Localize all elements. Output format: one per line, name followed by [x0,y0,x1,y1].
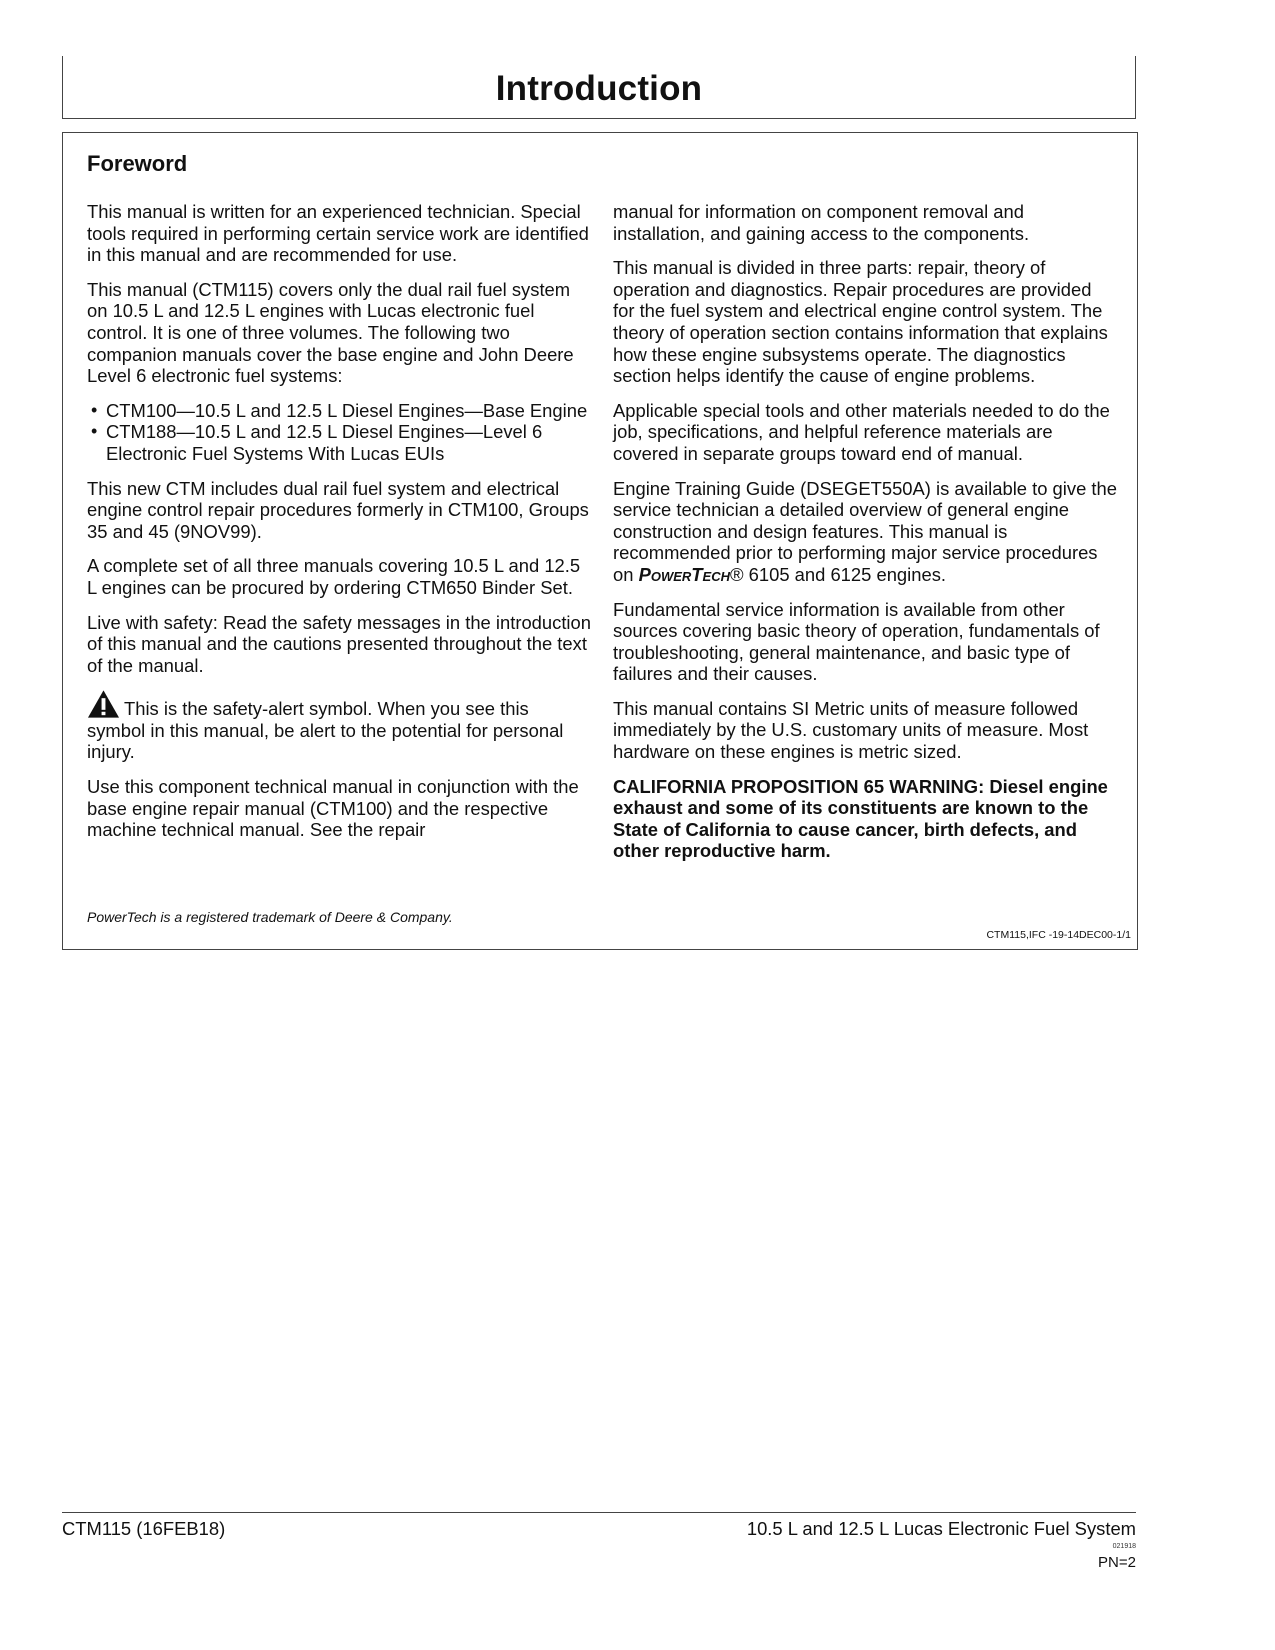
safety-alert-icon [87,689,120,719]
training-guide-paragraph [613,478,1118,586]
document-code: CTM115,IFC -19-14DEC00-1/1 [986,929,1131,941]
page-number: PN=2 [1098,1554,1136,1571]
footer-divider [62,1512,1136,1513]
trademark-note: PowerTech is a registered trademark of Deere & Company. [87,909,453,925]
california-warning: CALIFORNIA PROPOSITION 65 WARNING: Diesel engine exhaust and some of its constituents are known to the State of California to cause cancer, birth defects, and other reproductive harm. [613,775,1108,862]
right-column [613,201,1118,875]
footer-manual-title: 10.5 L and 12.5 L Lucas Electronic Fuel System [746,1518,1136,1539]
left-column [87,201,592,854]
paragraph: This manual is divided in three parts: repair, theory of operation and diagnostics. Repair procedures are provided for the fuel system and electrical engine control system. The theory of operation section contains information that explains how these engine subsystems operate. The diagnostics section helps identify the cause of engine problems. [613,257,1108,387]
paragraph: manual for information on component removal and installation, and gaining access to the components. [613,201,1030,244]
paragraph: This new CTM includes dual rail fuel system and electrical engine control repair procedures formerly in CTM100, Groups 35 and 45 (9NOV99). [87,477,589,542]
list-item: • CTM188—10.5 L and 12.5 L Diesel Engines—Level 6 Electronic Fuel Systems With Lucas EUIs [87,421,592,464]
page-title: Introduction [495,69,703,108]
paragraph: Live with safety: Read the safety messages in the introduction of this manual and the cautions presented throughout the text of the manual. [87,611,591,676]
training-guide-text: Engine Training Guide (DSEGET550A) is available to give the service technician a detailed overview of general engine construction and design features. This manual is recommended prior to performing major service procedures on [613,477,1117,585]
safety-alert-paragraph [87,689,592,763]
foreword-section [62,132,1138,950]
companion-manuals-list [87,400,592,465]
paragraph: This manual (CTM115) covers only the dual rail fuel system on 10.5 L and 12.5 L engines with Lucas electronic fuel control. It is one of three volumes. The following two companion manuals cover the base engine and John Deere Level 6 electronic fuel systems: [87,278,574,387]
footer-date-code: 021918 [1112,1543,1136,1550]
paragraph: This manual contains SI Metric units of measure followed immediately by the U.S. customary units of measure. Most hardware on these engines is metric sized. [613,697,1089,763]
footer-manual-id: CTM115 (16FEB18) [62,1518,226,1539]
page-header [62,56,1136,119]
paragraph: Fundamental service information is available from other sources covering basic theory of operation, fundamentals of troubleshooting, general maintenance, and basic type of failures and their causes. [613,598,1100,685]
safety-alert-text: This is the safety-alert symbol. When you see this symbol in this manual, be alert to the potential for personal injury. [87,698,564,763]
paragraph: This manual is written for an experienced technician. Special tools required in performing certain service work are identified in this manual and are recommended for use. [87,201,589,266]
powertech-trademark: PowerTech [638,563,730,585]
paragraph: Use this component technical manual in conjunction with the base engine repair manual (CTM100) and the respective machine technical manual. See the repair [87,776,579,841]
paragraph: Applicable special tools and other materials needed to do the job, specifications, and helpful reference materials are covered in separate groups toward end of manual. [613,399,1110,464]
list-item: • CTM100—10.5 L and 12.5 L Diesel Engines—Base Engine [87,400,592,422]
paragraph: A complete set of all three manuals covering 10.5 L and 12.5 L engines can be procured by ordering CTM650 Binder Set. [87,555,581,598]
section-heading: Foreword [87,151,188,176]
training-guide-text-end: ® 6105 and 6125 engines. [729,563,946,585]
